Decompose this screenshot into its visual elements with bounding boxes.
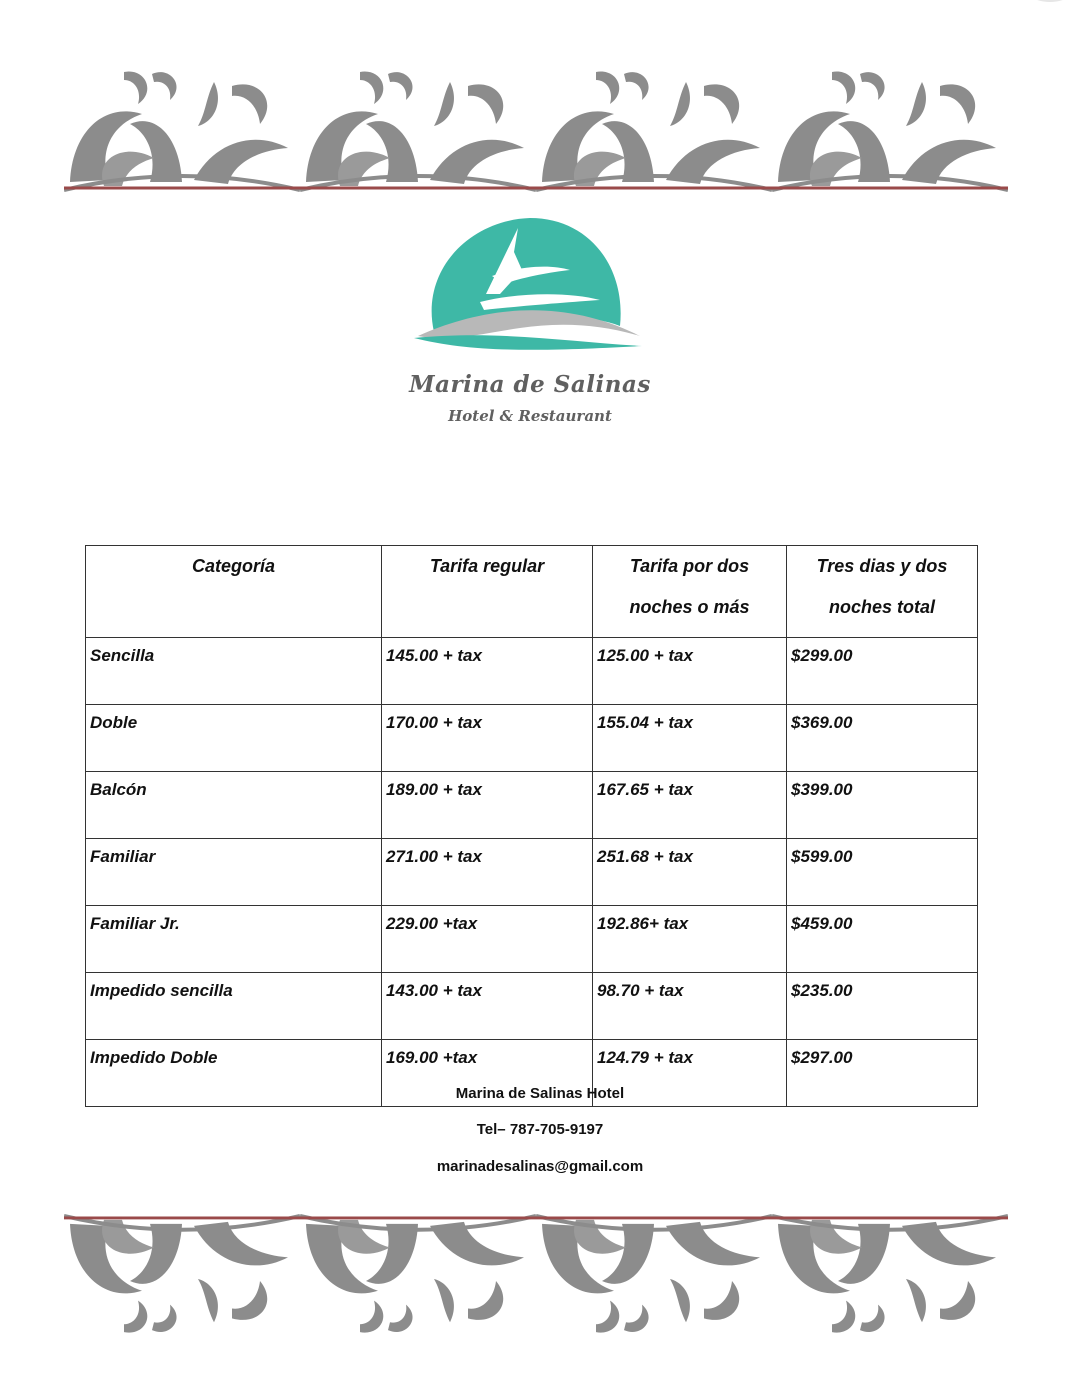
cell-categoria: Impedido sencilla <box>86 973 382 1040</box>
page-corner-mark <box>1010 0 1080 8</box>
table-row <box>86 772 978 839</box>
cell-tarifa-regular: 143.00 + tax <box>382 973 593 1040</box>
brand-subtitle: Hotel & Restaurant <box>448 407 612 425</box>
cell-tarifa-dos-noches: 124.79 + tax <box>593 1040 787 1107</box>
table-row <box>86 705 978 772</box>
cell-categoria: Doble <box>86 705 382 772</box>
cell-tarifa-dos-noches: 251.68 + tax <box>593 839 787 906</box>
brand-name: Marina de Salinas <box>409 371 651 398</box>
cell-categoria: Balcón <box>86 772 382 839</box>
sailboat-logo-icon <box>400 210 660 360</box>
cell-total: $297.00 <box>787 1040 978 1107</box>
header-categoria: Categoría <box>86 546 382 638</box>
table-row <box>86 638 978 705</box>
cell-categoria: Familiar <box>86 839 382 906</box>
table-row <box>86 839 978 906</box>
cell-total: $599.00 <box>787 839 978 906</box>
cell-tarifa-regular: 145.00 + tax <box>382 638 593 705</box>
cell-tarifa-dos-noches: 98.70 + tax <box>593 973 787 1040</box>
cell-total: $235.00 <box>787 973 978 1040</box>
cell-tarifa-regular: 229.00 +tax <box>382 906 593 973</box>
floral-ornament-border-icon <box>64 62 1008 192</box>
cell-tarifa-dos-noches: 125.00 + tax <box>593 638 787 705</box>
cell-categoria: Impedido Doble <box>86 1040 382 1107</box>
header-tres-dias: Tres dias y dos noches total <box>787 546 978 638</box>
header-tarifa-dos-noches: Tarifa por dos noches o más <box>593 546 787 638</box>
cell-tarifa-dos-noches: 155.04 + tax <box>593 705 787 772</box>
hotel-logo <box>400 210 660 440</box>
table-header-row <box>86 546 978 638</box>
cell-categoria: Familiar Jr. <box>86 906 382 973</box>
cell-total: $299.00 <box>787 638 978 705</box>
contact-hotel-name: Marina de Salinas Hotel <box>455 1085 625 1102</box>
table-row <box>86 906 978 973</box>
cell-total: $369.00 <box>787 705 978 772</box>
cell-tarifa-regular: 189.00 + tax <box>382 772 593 839</box>
table-row <box>86 973 978 1040</box>
rates-table <box>85 545 978 1107</box>
bottom-floral-border <box>64 1214 1008 1342</box>
header-tarifa-regular: Tarifa regular <box>382 546 593 638</box>
cell-categoria: Sencilla <box>86 638 382 705</box>
cell-tarifa-regular: 271.00 + tax <box>382 839 593 906</box>
contact-phone: Tel– 787-705-9197 <box>476 1121 604 1138</box>
cell-tarifa-dos-noches: 167.65 + tax <box>593 772 787 839</box>
cell-total: $399.00 <box>787 772 978 839</box>
cell-tarifa-dos-noches: 192.86+ tax <box>593 906 787 973</box>
contact-email: marinadesalinas@gmail.com <box>436 1158 644 1175</box>
top-floral-border <box>64 62 1008 192</box>
floral-ornament-border-icon <box>64 1214 1008 1342</box>
cell-tarifa-regular: 169.00 +tax <box>382 1040 593 1107</box>
cell-total: $459.00 <box>787 906 978 973</box>
cell-tarifa-regular: 170.00 + tax <box>382 705 593 772</box>
